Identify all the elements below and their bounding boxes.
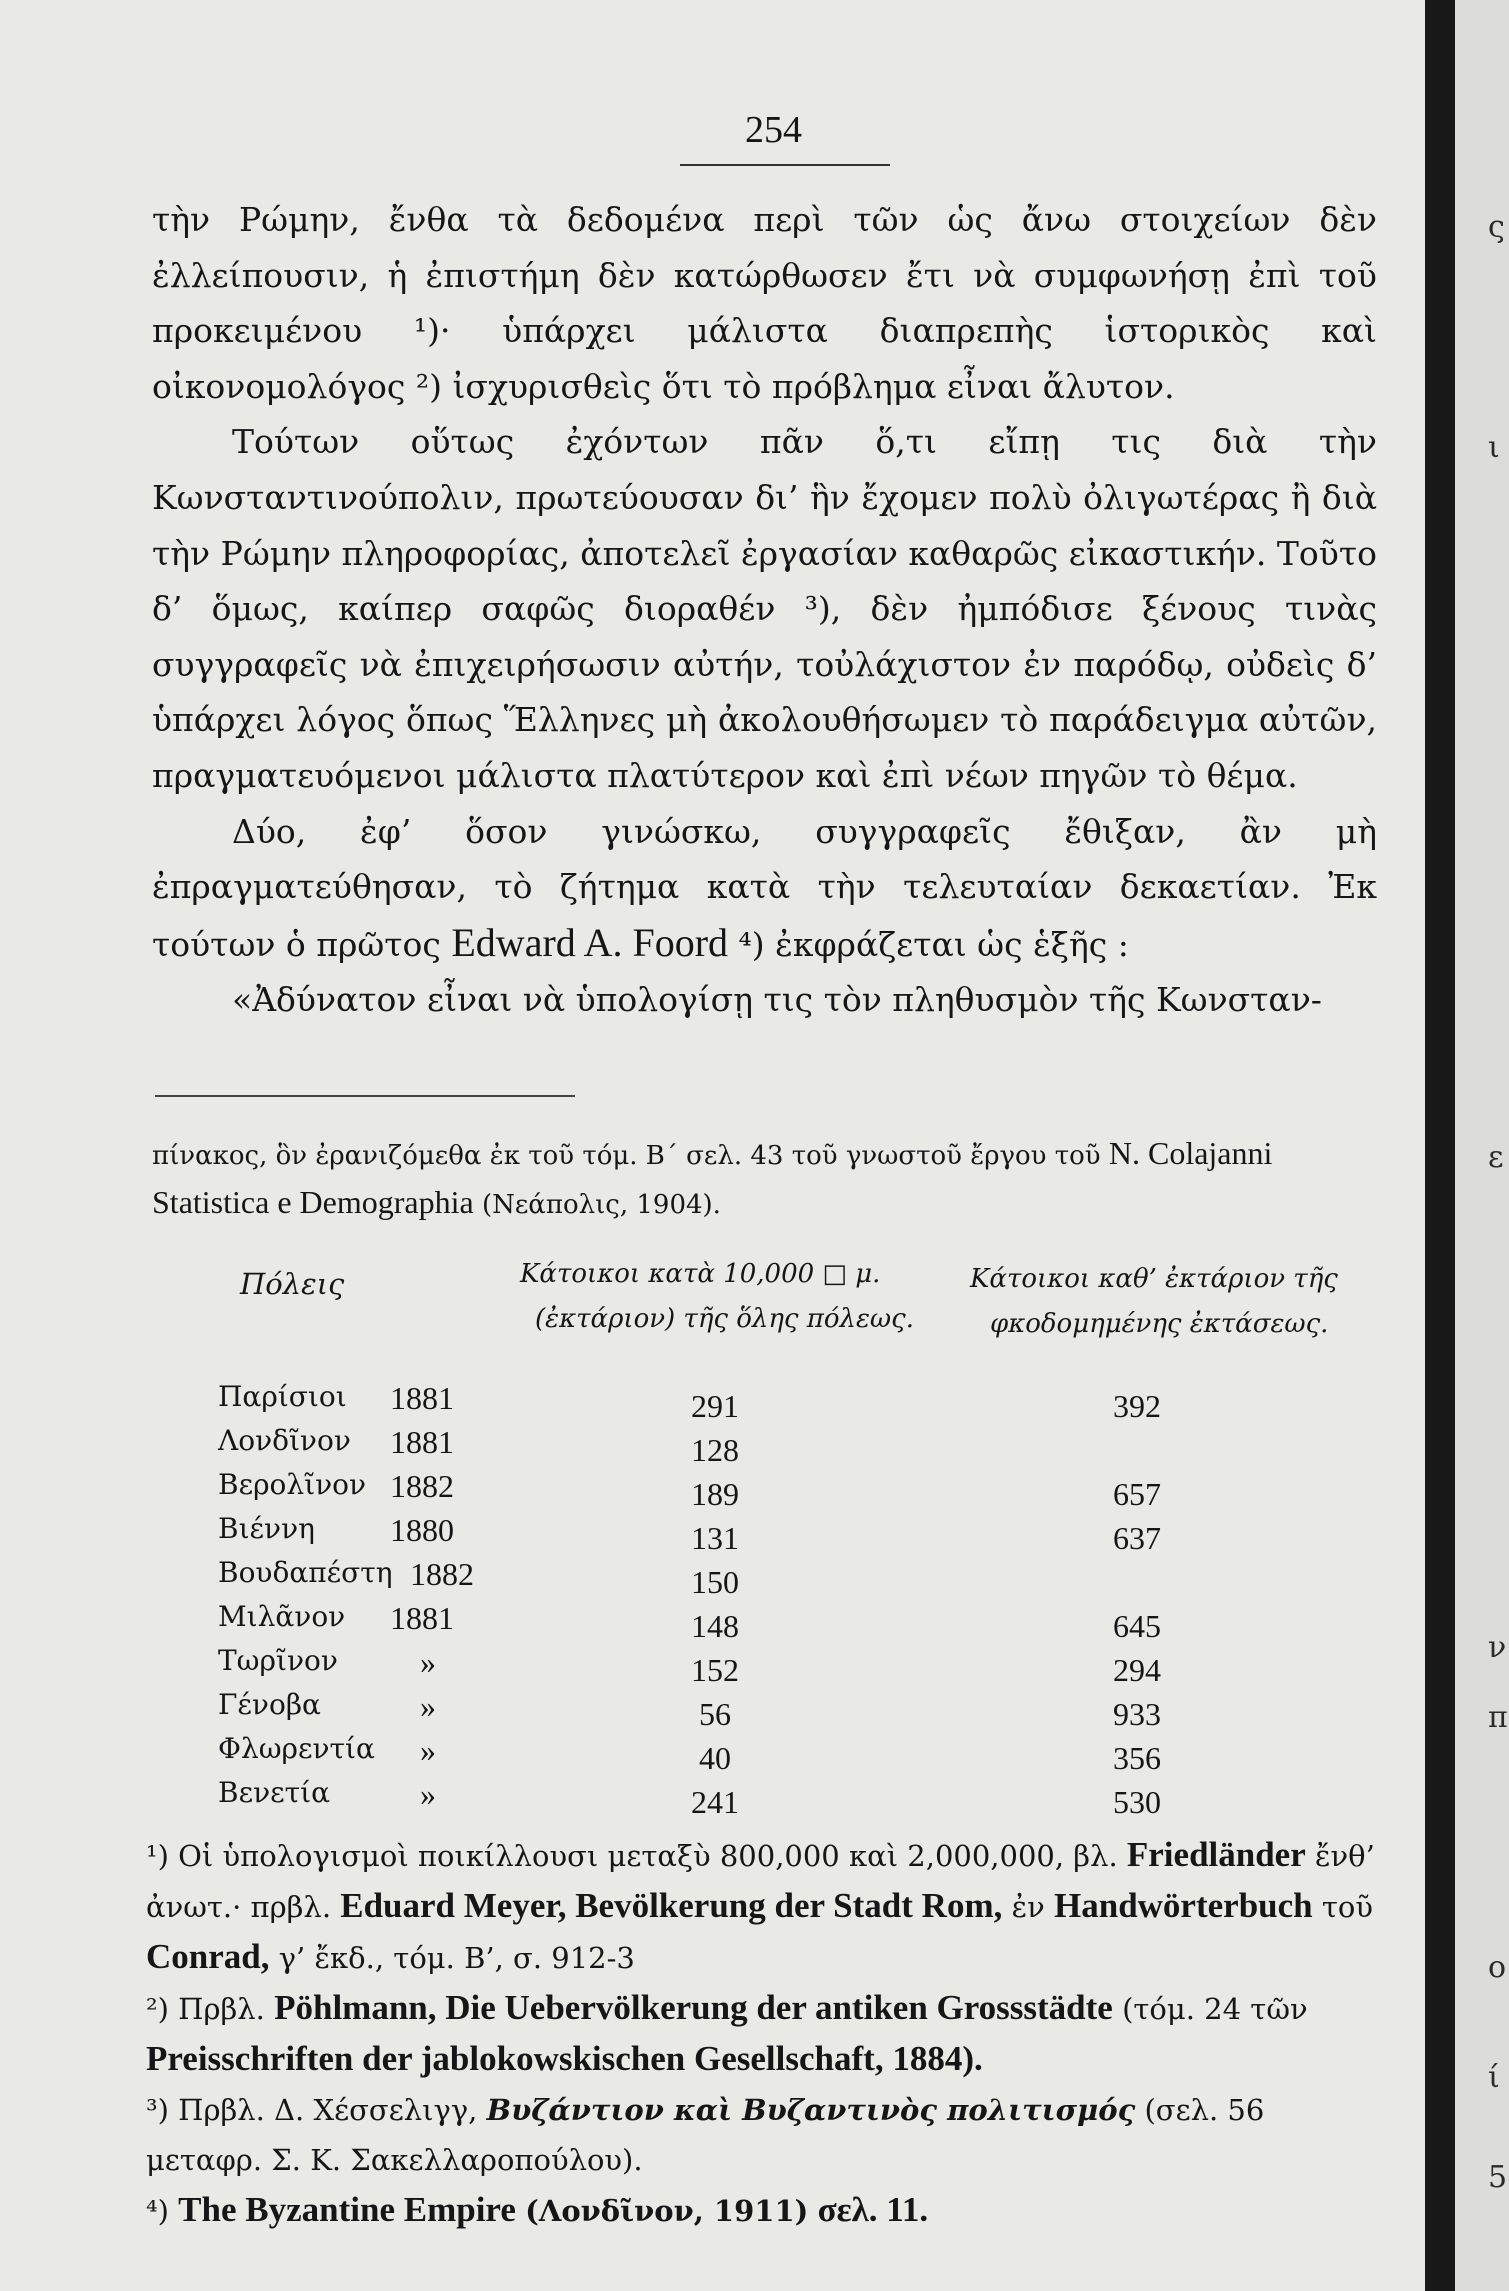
edge-char: ί — [1488, 2060, 1500, 2095]
paragraph-3-text: Δύο, ἐφ’ ὅσον γινώσκω, συγγραφεῖς ἔθιξαν, ἂν μὴ ἐπραγματεύθησαν, τὸ ζήτημα κατὰ τὴν τελευταίαν δεκαετίαν. Ἐκ τούτων ὁ πρῶτος — [152, 811, 1377, 964]
table-row — [0, 1644, 1425, 1688]
author-name: Edward A. Foord — [451, 919, 729, 965]
table-cell-density-built: 356 — [1113, 1740, 1161, 1776]
footnote-separator — [155, 1095, 575, 1097]
footnote-cont-greek: πίνακος, ὃν ἐρανιζόμεθα ἐκ τοῦ τόμ. Β΄ σελ. 43 τοῦ γνωστοῦ ἔργου τοῦ — [152, 1141, 1101, 1171]
footnote-1-author: Friedländer — [1126, 1835, 1306, 1874]
table-header-col2-line2: φκοδομημένης ἐκτάσεως. — [990, 1309, 1329, 1339]
table-cell-year: » — [420, 1732, 436, 1768]
edge-char: ε — [1488, 1140, 1504, 1175]
footnote-2-volume: (τόμ. 24 τῶν — [1122, 1992, 1308, 2026]
table-cell-city: Παρίσιοι — [218, 1380, 347, 1413]
footnote-4-place: (Λονδῖνον, 1911) — [525, 2194, 809, 2228]
footnote-2 — [146, 1983, 1376, 2085]
table-cell-density-built: 933 — [1113, 1696, 1161, 1732]
footnote-cont-title: Statistica e Demographia — [152, 1184, 474, 1220]
table-cell-year: » — [420, 1776, 436, 1812]
table-row — [0, 1512, 1425, 1556]
table-cell-density-total: 40 — [699, 1740, 731, 1776]
footnote-cont-tail: (Νεάπολις, 1904). — [481, 1190, 721, 1220]
footnote-1-in: ἐν — [1011, 1890, 1045, 1924]
footnote-1-edition: γ’ ἔκδ., τόμ. Β’, σ. 912-3 — [278, 1941, 635, 1975]
table-cell-year: 1881 — [390, 1380, 454, 1416]
book-gutter — [1425, 0, 1455, 2291]
table-cell-density-built: 645 — [1113, 1608, 1161, 1644]
table-row — [0, 1424, 1425, 1468]
footnote-4-marker: ⁴) — [146, 2194, 169, 2228]
footnote-2-work: Pöhlmann, Die Uebervölkerung der antiken Grossstädte — [274, 1988, 1113, 2027]
table-row — [0, 1732, 1425, 1776]
page-number: 254 — [745, 109, 802, 151]
table-row — [0, 1688, 1425, 1732]
table-cell-density-total: 131 — [691, 1520, 739, 1556]
table-cell-density-built: 657 — [1113, 1476, 1161, 1512]
table-cell-year: 1880 — [390, 1512, 454, 1548]
table-row — [0, 1380, 1425, 1424]
footnote-4-work: The Byzantine Empire — [178, 2190, 516, 2229]
footnote-3-translation: (σελ. 56 μεταφρ. Σ. Κ. Σακελλαροπούλου). — [146, 2093, 1265, 2177]
table-cell-density-total: 152 — [691, 1652, 739, 1688]
table-cell-city: Τωρῖνον — [218, 1644, 338, 1677]
edge-char: ο — [1488, 1950, 1507, 1985]
table-cell-density-built: 392 — [1113, 1388, 1161, 1424]
table-row — [0, 1468, 1425, 1512]
footnote-cont-author: N. Colajanni — [1108, 1135, 1273, 1171]
footnote-3 — [146, 2085, 1376, 2185]
main-text — [152, 192, 1377, 1028]
edge-char: 5 — [1488, 2160, 1508, 2195]
table-header-col1-line2: (ἐκτάριον) τῆς ὅλης πόλεως. — [535, 1304, 914, 1334]
table-cell-density-total: 128 — [691, 1432, 739, 1468]
table-cell-year: » — [420, 1644, 436, 1680]
footnote-continuation — [152, 1130, 1377, 1228]
table-cell-city: Βενετία — [218, 1776, 330, 1809]
paragraph-2: Τούτων οὕτως ἐχόντων πᾶν ὅ,τι εἴπῃ τις διὰ τὴν Κωνσταντινούπολιν, πρωτεύουσαν δι’ ἣν ἔχομεν πολὺ ὀλιγωτέρας ἢ διὰ τὴν Ρώμην πληροφορίας, ἀποτελεῖ ἐργασίαν καθαρῶς εἰκαστικήν. Τοῦτο δ’ ὅμως, καίπερ σαφῶς διοραθέν ³), δὲν ἠμπόδισε ξένους τινὰς συγγραφεῖς νὰ ἐπιχειρήσωσιν αὐτήν, τοὐλάχιστον ἐν παρόδῳ, οὐδεὶς δ’ ὑπάρχει λόγος ὅπως Ἕλληνες μὴ ἀκολουθήσωμεν τὸ παράδειγμα αὐτῶν, πραγματευόμενοι μάλιστα πλατύτερον καὶ ἐπὶ νέων πηγῶν τὸ θέμα. — [152, 422, 1377, 795]
table-cell-density-total: 150 — [691, 1564, 739, 1600]
edge-char: ν — [1488, 1630, 1507, 1665]
table-cell-density-total: 56 — [699, 1696, 731, 1732]
page-number-rule — [680, 164, 890, 166]
table-header-col1-line1: Κάτοικοι κατὰ 10,000 □ μ. — [520, 1259, 881, 1289]
footnote-1-text: ¹) Οἱ ὑπολογισμοὶ ποικίλλουσι μεταξὺ 800,000 καὶ 2,000,000, βλ. — [146, 1839, 1118, 1873]
footnote-3-text: ³) Πρβλ. Δ. Χέσσελιγγ, — [146, 2093, 478, 2127]
table-row — [0, 1776, 1425, 1820]
footnote-4 — [146, 2185, 1376, 2236]
table-cell-year: 1881 — [390, 1600, 454, 1636]
table-cell-density-total: 189 — [691, 1476, 739, 1512]
footnote-1-editor: Conrad, — [146, 1937, 270, 1976]
edge-char: ι — [1488, 430, 1500, 465]
table-cell-city: Φλωρεντία — [218, 1732, 375, 1765]
footnote-4-page: σελ. 11. — [817, 2190, 929, 2229]
footnote-1-article: τοῦ — [1321, 1890, 1373, 1924]
table-cell-density-built: 637 — [1113, 1520, 1161, 1556]
table-cell-density-total: 241 — [691, 1784, 739, 1820]
paragraph-3-tail: ⁴) ἐκφράζεται ὡς ἑξῆς : — [738, 924, 1129, 964]
footnote-1-handbook: Handwörterbuch — [1054, 1886, 1313, 1925]
table-cell-year: » — [420, 1688, 436, 1724]
table-cell-year: 1882 — [390, 1468, 454, 1504]
table-cell-density-built: 294 — [1113, 1652, 1161, 1688]
edge-char: π — [1488, 1700, 1508, 1735]
footnote-1-work: Eduard Meyer, Bevölkerung der Stadt Rom, — [340, 1886, 1003, 1925]
table-header-city: Πόλεις — [240, 1267, 345, 1301]
footnote-1 — [146, 1830, 1376, 1983]
footnote-2-series: Preisschriften der jablokowskischen Gesellschaft, 1884). — [146, 2039, 983, 2078]
table-cell-density-built: 530 — [1113, 1784, 1161, 1820]
table-cell-city: Βουδαπέστη — [218, 1556, 393, 1589]
footnote-1-ref: ἔνθ’ ἀνωτ.· πρβλ. — [146, 1839, 1375, 1924]
edge-char: ς — [1488, 210, 1505, 245]
table-row — [0, 1600, 1425, 1644]
table-cell-year: 1882 — [410, 1556, 474, 1592]
table-row — [0, 1556, 1425, 1600]
table-cell-city: Βιέννη — [218, 1512, 315, 1545]
footnote-3-work: Βυζάντιον καὶ Βυζαντινὸς πολιτισμός — [486, 2093, 1136, 2127]
paragraph-3 — [152, 804, 1377, 973]
table-cell-density-total: 148 — [691, 1608, 739, 1644]
table-cell-city: Λονδῖνον — [218, 1424, 351, 1457]
table-cell-year: 1881 — [390, 1424, 454, 1460]
footnotes — [146, 1830, 1376, 2236]
paragraph-1: τὴν Ρώμην, ἔνθα τὰ δεδομένα περὶ τῶν ὡς ἄνω στοιχείων δὲν ἐλλείπουσιν, ἡ ἐπιστήμη δὲν κατώρθωσεν ἔτι νὰ συμφωνήσῃ ἐπὶ τοῦ προκειμένου ¹)· ὑπάρχει μάλιστα διαπρεπὴς ἱστορικὸς καὶ οἰκονομολόγος ²) ἰσχυρισθεὶς ὅτι τὸ πρόβλημα εἶναι ἄλυτον. — [152, 200, 1377, 406]
table-cell-density-total: 291 — [691, 1388, 739, 1424]
table-cell-city: Βερολῖνον — [218, 1468, 367, 1501]
table-header-col2-line1: Κάτοικοι καθ’ ἐκτάριον τῆς — [970, 1264, 1338, 1294]
footnote-2-text: ²) Πρβλ. — [146, 1992, 265, 2026]
quote-start: «Ἀδύνατον εἶναι νὰ ὑπολογίσῃ τις τὸν πληθυσμὸν τῆς Κωνσταν- — [232, 980, 1322, 1020]
table-cell-city: Μιλᾶνον — [218, 1600, 346, 1633]
table-cell-city: Γένοβα — [218, 1688, 321, 1721]
